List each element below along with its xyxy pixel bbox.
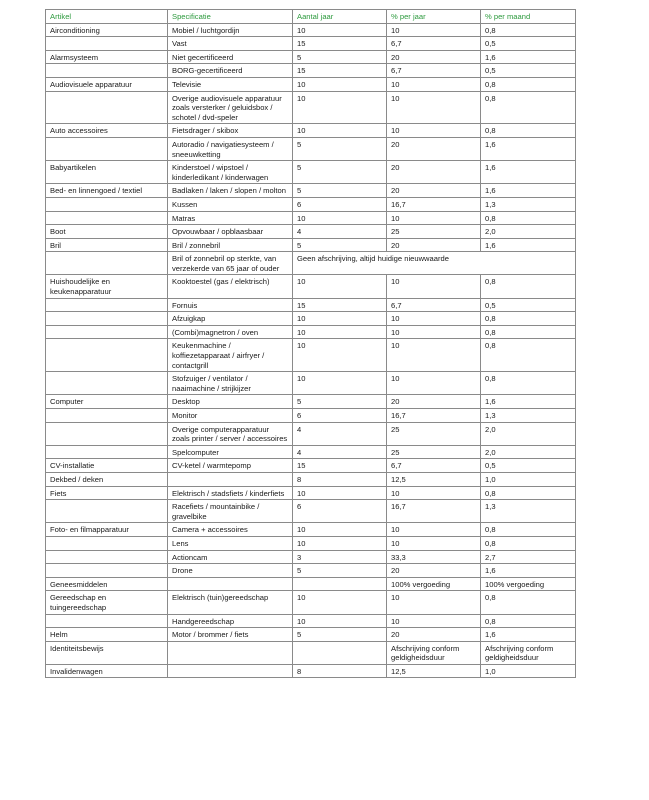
table-cell: 6,7 [387, 459, 481, 473]
column-header: Specificatie [168, 10, 293, 24]
table-cell: Keukenmachine / koffiezetapparaat / airfryer / contactgrill [168, 339, 293, 372]
table-cell: Kinderstoel / wipstoel / kinderledikant / kinderwagen [168, 161, 293, 184]
table-cell: 10 [293, 312, 387, 326]
table-cell: 5 [293, 628, 387, 642]
table-cell: 16,7 [387, 409, 481, 423]
table-cell [46, 500, 168, 523]
table-cell: 2,0 [481, 422, 576, 445]
table-cell: 10 [293, 91, 387, 124]
table-cell: 1,3 [481, 500, 576, 523]
table-cell: 25 [387, 445, 481, 459]
table-cell: 10 [387, 312, 481, 326]
table-cell [46, 409, 168, 423]
table-cell: Helm [46, 628, 168, 642]
table-row [46, 211, 576, 225]
table-row [46, 64, 576, 78]
table-row [46, 422, 576, 445]
table-cell: 10 [293, 486, 387, 500]
table-cell: Afzuigkap [168, 312, 293, 326]
table-row [46, 252, 576, 275]
table-cell: 6,7 [387, 64, 481, 78]
table-cell: 8 [293, 472, 387, 486]
table-cell: Geneesmiddelen [46, 577, 168, 591]
table-cell: 0,8 [481, 77, 576, 91]
table-cell: Motor / brommer / fiets [168, 628, 293, 642]
table-cell: 15 [293, 459, 387, 473]
table-cell: Stofzuiger / ventilator / naaimachine / strijkijzer [168, 372, 293, 395]
table-cell: 16,7 [387, 197, 481, 211]
table-cell: 10 [293, 591, 387, 614]
table-cell [46, 91, 168, 124]
table-cell: 10 [387, 591, 481, 614]
table-cell: Fornuis [168, 298, 293, 312]
table-cell: 0,8 [481, 124, 576, 138]
table-cell: 5 [293, 184, 387, 198]
table-cell: Vast [168, 37, 293, 51]
table-cell [46, 422, 168, 445]
table-row [46, 486, 576, 500]
table-cell: Geen afschrijving, altijd huidige nieuwwaarde [293, 252, 576, 275]
table-cell: 10 [387, 614, 481, 628]
table-row [46, 339, 576, 372]
table-cell: 0,8 [481, 211, 576, 225]
table-cell: 10 [387, 325, 481, 339]
table-cell: 2,0 [481, 225, 576, 239]
table-cell: 1,6 [481, 564, 576, 578]
table-cell: 16,7 [387, 500, 481, 523]
table-cell: 1,6 [481, 161, 576, 184]
table-cell: Computer [46, 395, 168, 409]
table-row [46, 395, 576, 409]
table-cell: 5 [293, 50, 387, 64]
table-cell [46, 536, 168, 550]
table-cell: Gereedschap en tuingereedschap [46, 591, 168, 614]
table-cell: 3 [293, 550, 387, 564]
table-cell: Badlaken / laken / slopen / molton [168, 184, 293, 198]
table-cell: 10 [387, 486, 481, 500]
table-cell: 10 [293, 275, 387, 298]
table-cell: 1,0 [481, 664, 576, 678]
table-cell: Kussen [168, 197, 293, 211]
table-cell: 0,8 [481, 23, 576, 37]
column-header: Artikel [46, 10, 168, 24]
table-cell: 0,8 [481, 275, 576, 298]
table-cell: Televisie [168, 77, 293, 91]
table-cell [168, 664, 293, 678]
table-cell [46, 211, 168, 225]
table-cell: 2,0 [481, 445, 576, 459]
table-cell: 10 [387, 211, 481, 225]
table-cell: 1,6 [481, 395, 576, 409]
table-cell: Afschrijving conform geldigheidsduur [481, 641, 576, 664]
table-row [46, 312, 576, 326]
table-row [46, 550, 576, 564]
table-cell: Dekbed / deken [46, 472, 168, 486]
table-cell: 0,8 [481, 591, 576, 614]
table-cell: Monitor [168, 409, 293, 423]
table-cell: 2,7 [481, 550, 576, 564]
table-cell: Mobiel / luchtgordijn [168, 23, 293, 37]
table-row [46, 577, 576, 591]
table-cell: 10 [293, 325, 387, 339]
table-cell: Bril [46, 238, 168, 252]
table-cell [46, 197, 168, 211]
table-cell: Drone [168, 564, 293, 578]
table-cell: Elektrisch / stadsfiets / kinderfiets [168, 486, 293, 500]
table-cell: 4 [293, 422, 387, 445]
table-row [46, 197, 576, 211]
table-cell: 5 [293, 564, 387, 578]
table-row [46, 124, 576, 138]
table-row [46, 325, 576, 339]
table-cell: 15 [293, 298, 387, 312]
table-cell: Niet gecertificeerd [168, 50, 293, 64]
table-cell: Overige computerapparatuur zoals printer / server / accessoires [168, 422, 293, 445]
table-cell: Bed- en linnengoed / textiel [46, 184, 168, 198]
table-cell: 100% vergoeding [387, 577, 481, 591]
column-header: % per jaar [387, 10, 481, 24]
table-cell: 1,6 [481, 137, 576, 160]
table-cell: 20 [387, 161, 481, 184]
table-cell: 25 [387, 225, 481, 239]
table-cell: 0,5 [481, 64, 576, 78]
table-cell: 10 [387, 23, 481, 37]
table-cell: Bril / zonnebril [168, 238, 293, 252]
table-cell: Audiovisuele apparatuur [46, 77, 168, 91]
table-cell [46, 372, 168, 395]
table-cell [46, 37, 168, 51]
table-row [46, 409, 576, 423]
table-cell: 5 [293, 161, 387, 184]
table-cell: 0,8 [481, 372, 576, 395]
table-cell: 10 [387, 339, 481, 372]
table-cell: Actioncam [168, 550, 293, 564]
table-cell: 0,8 [481, 91, 576, 124]
table-row [46, 225, 576, 239]
table-cell: 12,5 [387, 664, 481, 678]
table-cell: 1,3 [481, 409, 576, 423]
table-cell: 8 [293, 664, 387, 678]
table-cell: Camera + accessoires [168, 523, 293, 537]
table-cell: 33,3 [387, 550, 481, 564]
table-cell [46, 137, 168, 160]
table-cell: 20 [387, 395, 481, 409]
table-cell: Matras [168, 211, 293, 225]
table-cell: Opvouwbaar / opblaasbaar [168, 225, 293, 239]
table-row [46, 459, 576, 473]
table-cell: 100% vergoeding [481, 577, 576, 591]
table-cell: Afschrijving conform geldigheidsduur [387, 641, 481, 664]
table-cell: 1,0 [481, 472, 576, 486]
table-cell: 10 [293, 211, 387, 225]
table-cell: 10 [387, 77, 481, 91]
table-cell: Babyartikelen [46, 161, 168, 184]
table-cell: Elektrisch (tuin)gereedschap [168, 591, 293, 614]
table-cell: BORG-gecertificeerd [168, 64, 293, 78]
table-cell: 4 [293, 225, 387, 239]
table-cell: 10 [387, 124, 481, 138]
table-cell: Desktop [168, 395, 293, 409]
table-cell: 20 [387, 628, 481, 642]
table-cell [293, 641, 387, 664]
table-row [46, 37, 576, 51]
table-cell: Spelcomputer [168, 445, 293, 459]
table-cell: 1,6 [481, 184, 576, 198]
table-cell: 10 [387, 91, 481, 124]
table-cell: 6 [293, 409, 387, 423]
table-cell [46, 298, 168, 312]
table-cell: 10 [293, 536, 387, 550]
table-row [46, 591, 576, 614]
table-cell [46, 325, 168, 339]
table-cell: Airconditioning [46, 23, 168, 37]
table-cell [46, 252, 168, 275]
table-cell: 0,8 [481, 536, 576, 550]
table-cell [46, 614, 168, 628]
table-cell: 20 [387, 184, 481, 198]
table-row [46, 161, 576, 184]
table-row [46, 77, 576, 91]
table-cell: 0,5 [481, 459, 576, 473]
table-cell: 20 [387, 564, 481, 578]
table-row [46, 445, 576, 459]
table-cell: 10 [293, 124, 387, 138]
table-cell: 1,3 [481, 197, 576, 211]
table-cell: 12,5 [387, 472, 481, 486]
table-cell: 5 [293, 238, 387, 252]
table-cell: CV-ketel / warmtepomp [168, 459, 293, 473]
table-cell: 10 [293, 372, 387, 395]
table-cell: 10 [293, 614, 387, 628]
table-cell: Foto- en filmapparatuur [46, 523, 168, 537]
table-cell: 0,8 [481, 312, 576, 326]
table-row [46, 641, 576, 664]
table-cell: Invalidenwagen [46, 664, 168, 678]
table-cell: 10 [387, 523, 481, 537]
table-cell: Huishoudelijke en keukenapparatuur [46, 275, 168, 298]
table-cell: 0,8 [481, 523, 576, 537]
table-cell: 0,8 [481, 614, 576, 628]
table-cell [46, 445, 168, 459]
table-cell: Kooktoestel (gas / elektrisch) [168, 275, 293, 298]
table-row [46, 536, 576, 550]
table-cell [293, 577, 387, 591]
table-cell: 10 [293, 23, 387, 37]
table-cell: Handgereedschap [168, 614, 293, 628]
table-cell: Auto accessoires [46, 124, 168, 138]
table-cell: 5 [293, 137, 387, 160]
table-cell: 6,7 [387, 37, 481, 51]
table-cell: Fiets [46, 486, 168, 500]
table-cell: 10 [293, 77, 387, 91]
table-cell: (Combi)magnetron / oven [168, 325, 293, 339]
table-cell: 1,6 [481, 628, 576, 642]
table-cell: 10 [293, 339, 387, 372]
table-cell: 0,8 [481, 325, 576, 339]
table-cell: Bril of zonnebril op sterkte, van verzekerde van 65 jaar of ouder [168, 252, 293, 275]
table-row [46, 500, 576, 523]
table-body [46, 23, 576, 678]
table-cell: 5 [293, 395, 387, 409]
table-row [46, 372, 576, 395]
table-cell: CV-installatie [46, 459, 168, 473]
table-cell: 10 [387, 275, 481, 298]
table-cell: 10 [387, 372, 481, 395]
table-cell [46, 550, 168, 564]
table-cell: Autoradio / navigatiesysteem / sneeuwketting [168, 137, 293, 160]
column-header: Aantal jaar [293, 10, 387, 24]
table-cell: 6,7 [387, 298, 481, 312]
table-cell: 15 [293, 64, 387, 78]
table-row [46, 23, 576, 37]
table-cell [46, 339, 168, 372]
table-row [46, 628, 576, 642]
table-cell: Boot [46, 225, 168, 239]
table-cell [168, 472, 293, 486]
table-row [46, 275, 576, 298]
table-cell [46, 312, 168, 326]
table-cell: 4 [293, 445, 387, 459]
table-cell: Alarmsysteem [46, 50, 168, 64]
table-cell: 25 [387, 422, 481, 445]
table-cell [168, 577, 293, 591]
table-row [46, 472, 576, 486]
table-cell: Racefiets / mountainbike / gravelbike [168, 500, 293, 523]
table-cell: 1,6 [481, 50, 576, 64]
table-cell: 15 [293, 37, 387, 51]
table-cell: Identiteitsbewijs [46, 641, 168, 664]
table-cell: 20 [387, 238, 481, 252]
table-cell: 6 [293, 197, 387, 211]
table-row [46, 564, 576, 578]
table-cell: 20 [387, 137, 481, 160]
table-row [46, 184, 576, 198]
table-row [46, 91, 576, 124]
table-cell: 10 [293, 523, 387, 537]
table-cell: 1,6 [481, 238, 576, 252]
table-cell: Overige audiovisuele apparatuur zoals versterker / geluidsbox / schotel / dvd-speler [168, 91, 293, 124]
table-cell: 20 [387, 50, 481, 64]
table-cell [46, 64, 168, 78]
column-header: % per maand [481, 10, 576, 24]
table-cell [46, 564, 168, 578]
table-cell: 10 [387, 536, 481, 550]
table-cell: 6 [293, 500, 387, 523]
table-cell [168, 641, 293, 664]
table-cell: 0,5 [481, 37, 576, 51]
table-row [46, 50, 576, 64]
depreciation-table [45, 9, 576, 678]
table-cell: Lens [168, 536, 293, 550]
table-row [46, 238, 576, 252]
table-row [46, 137, 576, 160]
table-header-row [46, 10, 576, 24]
table-cell: 0,5 [481, 298, 576, 312]
table-cell: 0,8 [481, 339, 576, 372]
table-row [46, 298, 576, 312]
table-cell: Fietsdrager / skibox [168, 124, 293, 138]
table-cell: 0,8 [481, 486, 576, 500]
table-row [46, 664, 576, 678]
table-row [46, 523, 576, 537]
table-row [46, 614, 576, 628]
